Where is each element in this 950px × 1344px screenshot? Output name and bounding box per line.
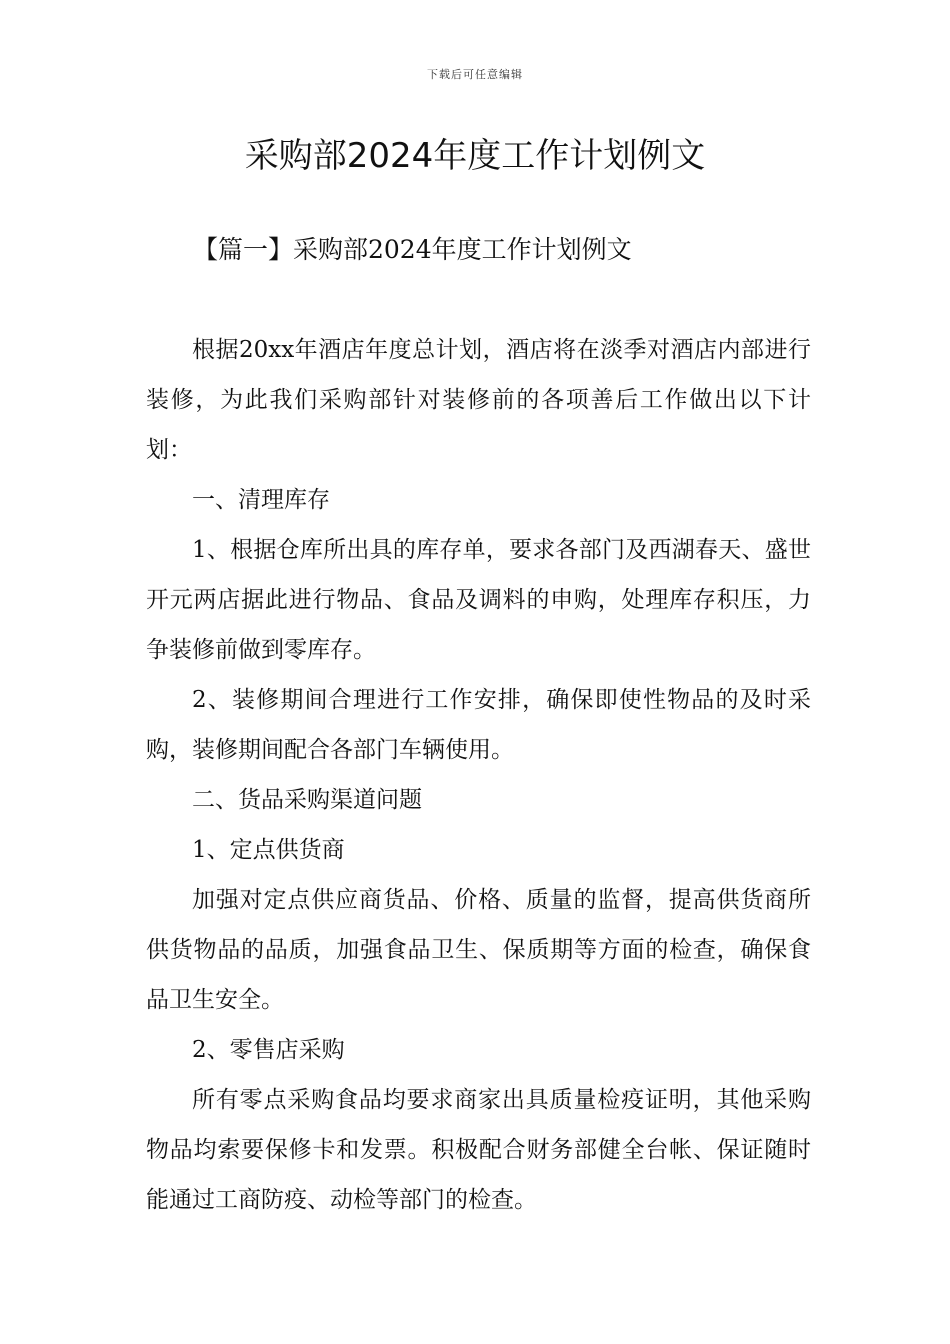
section-title: 【篇一】采购部2024年度工作计划例文 <box>193 235 632 264</box>
header-note: 下载后可任意编辑 <box>427 68 523 81</box>
paragraph-inventory-2: 2、装修期间合理进行工作安排，确保即使性物品的及时采购，装修期间配合各部门车辆使用。 <box>146 687 811 763</box>
subheading-designated-suppliers: 1、定点供货商 <box>192 837 345 863</box>
paragraph-retail-procurement: 所有零点采购食品均要求商家出具质量检疫证明，其他采购物品均索要保修卡和发票。积极配合财务部健全台帐、保证随时能通过工商防疫、动检等部门的检查。 <box>146 1087 811 1213</box>
paragraph-designated-suppliers: 加强对定点供应商货品、价格、质量的监督，提高供货商所供货物品的品质，加强食品卫生、保质期等方面的检查，确保食品卫生安全。 <box>146 887 811 1013</box>
heading-procurement-channels: 二、货品采购渠道问题 <box>192 787 422 813</box>
document-title: 采购部2024年度工作计划例文 <box>244 136 706 176</box>
paragraph-intro: 根据20xx年酒店年度总计划，酒店将在淡季对酒店内部进行装修，为此我们采购部针对装修前的各项善后工作做出以下计划： <box>146 337 811 463</box>
subheading-retail-procurement: 2、零售店采购 <box>192 1037 345 1063</box>
heading-clear-inventory: 一、清理库存 <box>192 487 330 513</box>
paragraph-inventory-1: 1、根据仓库所出具的库存单，要求各部门及西湖春天、盛世开元两店据此进行物品、食品及调料的申购，处理库存积压，力争装修前做到零库存。 <box>146 537 811 663</box>
document-body <box>146 325 811 1225</box>
